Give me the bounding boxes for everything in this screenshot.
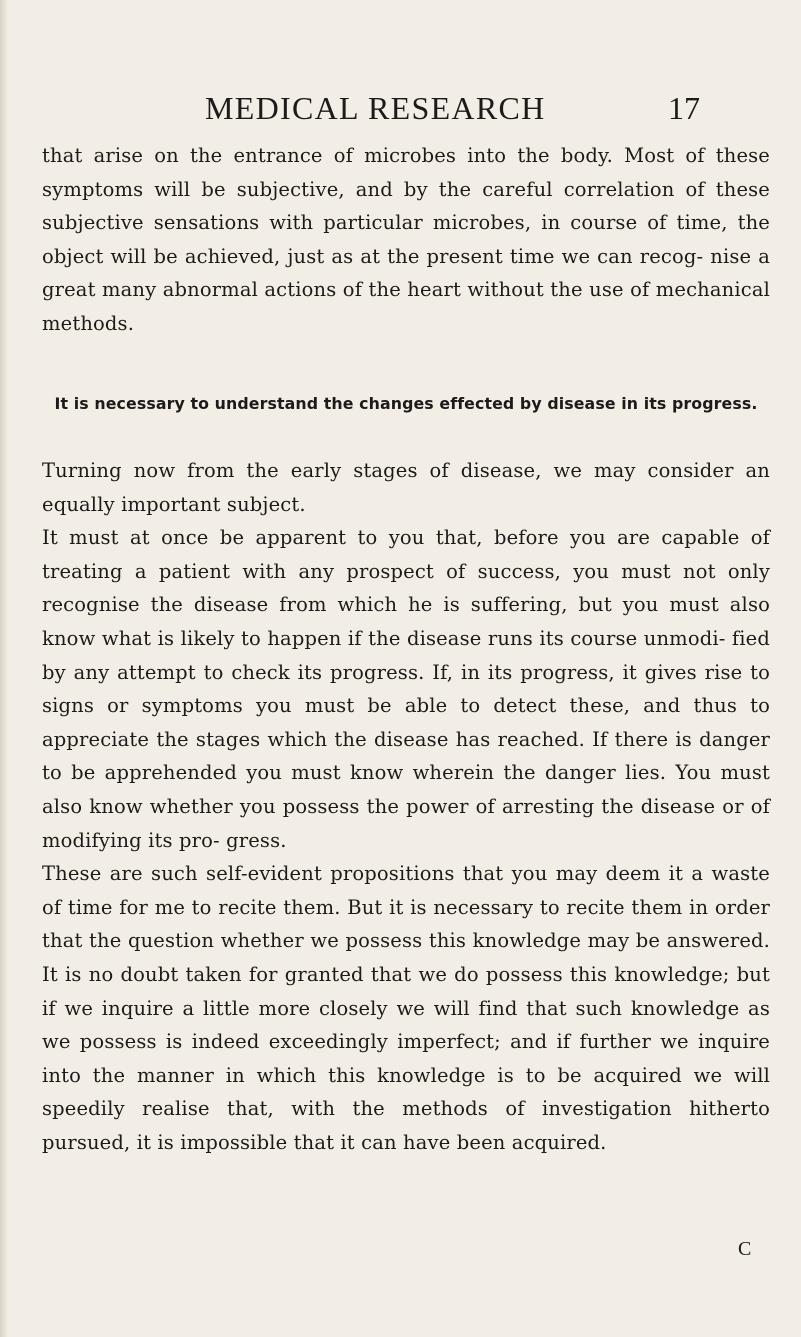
- text-block-top: [42, 139, 770, 341]
- paragraph-4: These are such self-evident propositions that you may deem it a waste of time for me to recite them. But it is necessary to recite them in order that the question whether we possess this knowledge may be answered. It is no doubt taken for granted that we do possess this knowledge; but if we inquire a little more closely we will find that such knowledge as we possess is indeed exceedingly imperfect; and if further we inquire into the manner in which this knowledge is to be acquired we will speedily realise that, with the methods of investigation hitherto pursued, it is impossible that it can have been acquired.: [42, 862, 770, 1154]
- paragraph-1: that arise on the entrance of microbes into the body. Most of these symptoms will be subjective, and by the careful correlation of these subjective sensations with particular microbes, in course of time, the object will be achieved, just as at the present time we can recog- nise a great many abnormal actions of the heart without the use of mechanical methods.: [42, 144, 770, 335]
- text-block-main: [42, 454, 770, 1159]
- paragraph-2: Turning now from the early stages of disease, we may consider an equally important subject.: [42, 459, 770, 516]
- paragraph-3: It must at once be apparent to you that, before you are capable of treating a patient with any prospect of success, you must not only recognise the disease from which he is suffering, but you must also know what is likely to happen if the disease runs its course unmodi- fied by any attempt to check its progress. If, in its progress, it gives rise to signs or symptoms you must be able to detect these, and thus to appreciate the stages which the disease has reached. If there is danger to be apprehended you must know wherein the danger lies. You must also know whether you possess the power of arresting the disease or of modifying its pro- gress.: [42, 526, 770, 852]
- signature-mark: C: [738, 1238, 752, 1260]
- side-heading: It is necessary to understand the changes effected by disease in its progress.: [54, 394, 758, 413]
- page-header: [0, 88, 801, 132]
- page-edge-shadow: [0, 0, 8, 1337]
- page-number: 17: [668, 90, 700, 126]
- running-title: MEDICAL RESEARCH: [205, 90, 546, 126]
